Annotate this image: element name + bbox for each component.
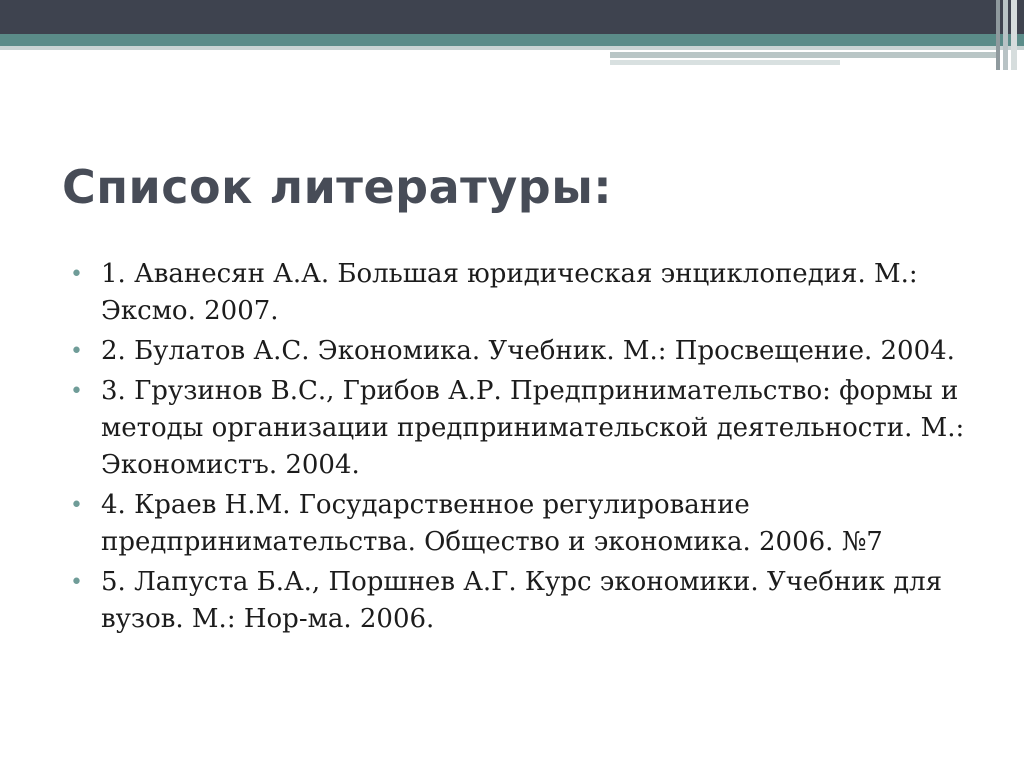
reference-item [70,564,990,638]
reference-text: 4. Краев Н.М. Государственное регулирование предпринимательства. Общество и экономика. 2006. №7 [101,490,883,557]
bullet-icon: • [70,379,83,404]
reference-item [70,373,990,484]
reference-list [70,256,990,641]
bullet-icon: • [70,493,83,518]
reference-text: 3. Грузинов В.С., Грибов А.Р. Предпринимательство: формы и методы организации предпринимательской деятельности. М.: Экономистъ. 2004. [101,376,965,480]
reference-item [70,333,990,370]
reference-text: 5. Лапуста Б.А., Поршнев А.Г. Курс экономики. Учебник для вузов. М.: Нор-ма. 2006. [101,567,943,634]
reference-item [70,487,990,561]
reference-item [70,256,990,330]
reference-text: 2. Булатов А.С. Экономика. Учебник. М.: Просвещение. 2004. [101,336,955,366]
decor-vertical-bar [1011,0,1017,70]
decor-strip [610,60,840,65]
decor-vertical-bar [996,0,1000,70]
reference-text: 1. Аванесян А.А. Большая юридическая энциклопедия. М.: Эксмо. 2007. [101,259,918,326]
header-band-light [0,46,1024,50]
bullet-icon: • [70,262,83,287]
header-band-dark [0,0,1024,34]
decor-strip [610,52,1000,58]
bullet-icon: • [70,339,83,364]
bullet-icon: • [70,570,83,595]
slide-title: Список литературы: [62,160,613,214]
decor-vertical-bar [1003,0,1008,70]
header-band-teal [0,34,1024,46]
